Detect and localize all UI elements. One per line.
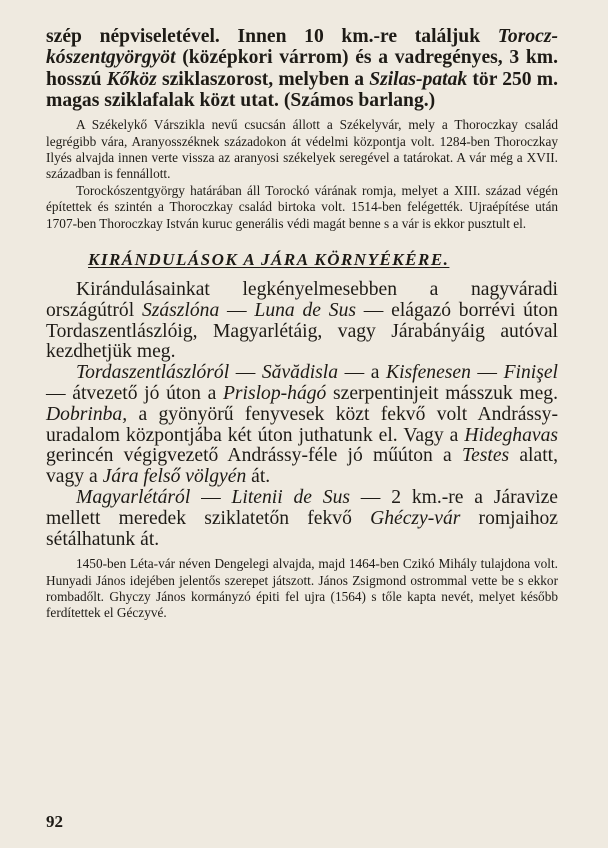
place-gheczy-var: Ghéczy-vár: [370, 507, 461, 529]
text-span: —: [190, 487, 232, 508]
intro-text-1: szép népviseletével. Innen 10 km.-re találjuk: [46, 26, 498, 47]
section-heading: KIRÁNDULÁSOK A JÁRA KÖRNYÉKÉRE.: [88, 250, 450, 270]
text-span: a gyönyörű fenyvesek közt fekvő volt Andrássy-uradalom központjába két úton juthatunk el. Vagy a: [46, 403, 558, 446]
footnote-block-2: [46, 556, 558, 621]
place-finisel: Finişel: [503, 362, 558, 384]
page-number: 92: [46, 812, 63, 831]
place-testes: Testes: [461, 445, 510, 467]
place-dobrin: Dobrinba,: [46, 403, 128, 425]
place-toroczkoszentgyorgy: Torocz-kószentgyörgyöt: [46, 26, 558, 69]
text-span: át.: [246, 466, 271, 488]
place-szaszlona: Szászlóna: [141, 299, 220, 321]
text-span: —: [229, 362, 262, 384]
footnote-block-1: [46, 117, 558, 232]
intro-paragraph: [46, 26, 558, 111]
text-span: szerpentinjeit másszuk meg.: [326, 383, 558, 405]
place-jara-felso-volgy: Jára felső völgyén: [102, 466, 247, 488]
footnote-szekelyvar: A Székelykő Várszikla nevű csucsán állott a Székelyvár, mely a Thoroczkay család legrégibb vára, Aranyosszéknek századokon át védelmi központja volt. 1284-ben Thoroczkay Ilyés alvajda innen verte vissza az aranyosi székelyek seregével a tatárokat. A vár még a XVII. században is fennállott.: [46, 117, 558, 182]
paragraph-kirandulasok: [46, 280, 558, 363]
text-span: — a: [338, 362, 386, 384]
footnote-torocko-var: Torockószentgyörgy határában áll Torockó várának romja, melyet a XIII. század végén építettek és szintén a Thoroczkay család birtoka volt. 1514-ben felégették. Ujraépítése után 1707-ben Thoroczkay István kuruc generális védi magát benne s a vár is ekkor pusztult el.: [46, 182, 558, 231]
place-magyarleta: Magyarlétáról: [76, 487, 191, 508]
text-span: — átvezető jó úton a: [46, 383, 223, 405]
text-span: — elágazó borrévi úton Tordaszentlászlóig, Magyarlétáig, vagy Járabányáig autóval kezdhetjük meg.: [46, 299, 558, 363]
place-savadisla: Săvădisla: [261, 362, 339, 384]
place-litenii-de-sus: Litenii de Sus: [231, 487, 350, 508]
place-luna-de-sus: Luna de Sus: [254, 299, 356, 321]
paragraph-magyarleta: [46, 488, 558, 550]
place-prislop-hago: Prislop-hágó: [222, 383, 327, 405]
footnote-gheczy-var: 1450-ben Léta-vár néven Dengelegi alvajda, majd 1464-ben Czikó Mihály tulajdona volt. Hunyadi János idejében jelentős szerepet játszott. János Zsigmond ostrommal vette be s ekkor rombadőlt. Ghyczy János kormányzó épiti fel ujra (1564) s tőle kapta nevét, melyet később ferdítettek el Géczyvé.: [46, 556, 558, 620]
text-span: gerincén végigvezető Andrássy-féle jó műúton a: [46, 445, 462, 467]
text-span: — 2 km.-re a Járavize mellett meredek sziklatetőn fekvő: [46, 487, 558, 529]
text-span: Kirándulásainkat legkényelmesebben a nagyváradi országútról: [46, 279, 558, 321]
intro-text-3: sziklaszorost, melyben a: [156, 68, 370, 90]
place-hideghavas: Hideghavas: [464, 424, 558, 446]
text-span: romjaihoz sétálhatunk át.: [46, 507, 558, 550]
intro-text-4: tör 250 m. magas sziklafalak közt utat. (Számos barlang.): [46, 68, 558, 111]
text-span: alatt, vagy a: [46, 445, 558, 488]
place-kisfenes: Kisfenesen: [386, 362, 471, 384]
place-kokoz: Kőköz: [106, 68, 157, 90]
place-szilas-patak: Szilas-patak: [369, 68, 468, 90]
main-text: [46, 280, 558, 550]
place-tordaszentlaszlo: Tordaszentlászlóról: [76, 362, 230, 384]
paragraph-tordaszentlaszlo: [46, 363, 558, 488]
text-span: —: [219, 299, 255, 321]
text-span: —: [470, 362, 504, 384]
intro-text-2: (középkori várrom) és a vadregényes, 3 km. hosszú: [46, 47, 558, 90]
